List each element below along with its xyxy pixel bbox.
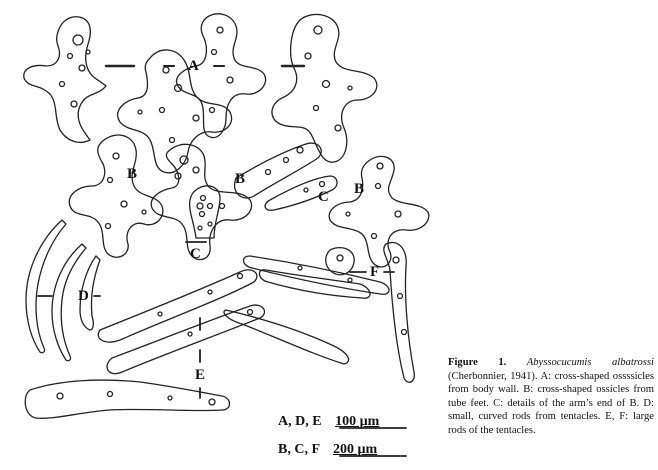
ossicle-e-rod-3: [25, 380, 229, 418]
figure-caption: [448, 356, 654, 438]
label-e: E: [195, 367, 206, 383]
label-a: A: [188, 58, 199, 74]
label-d: D: [78, 288, 89, 304]
scale-label-ade-name: A, D, E: [278, 414, 322, 429]
scale-label-bcf-name: B, C, F: [278, 442, 320, 457]
scale-label-ade: [278, 414, 379, 430]
ossicle-d-rod-1: [26, 220, 66, 353]
label-c-right: C: [318, 189, 329, 205]
scale-value-200: 200 µm: [332, 442, 378, 457]
label-b-left: B: [127, 166, 138, 182]
caption-figure-label: Figure 1.: [448, 357, 507, 368]
scale-label-bcf: [278, 442, 377, 458]
ossicle-f-rod: [384, 242, 415, 382]
caption-text: (Cherbonnier, 1941). A: cross-shaped ossssicles from body wall. B: cross-shaped ossicles from tube feet. C: details of the arm’s end of B. D: small, curved rods from tentacles. E, F: large rods of the tentacles.: [448, 370, 654, 436]
caption-species: Abyssocucumis albatrossi: [526, 357, 654, 368]
label-f: F: [370, 264, 380, 280]
ossicle-e-rod-2: [107, 305, 264, 374]
ossicle-e-rod-4: [224, 310, 349, 364]
ossicle-e-rod-1: [98, 270, 257, 342]
ossicle-a-right: [272, 14, 377, 162]
ossicle-b-right: [329, 156, 429, 267]
label-b-right: B: [354, 181, 365, 197]
ossicle-c-detail: [190, 186, 220, 238]
ossicle-a-left: [24, 17, 106, 143]
label-c-left: C: [190, 246, 201, 262]
scale-value-100: 100 µm: [335, 414, 380, 429]
label-b-center: B: [235, 171, 246, 187]
